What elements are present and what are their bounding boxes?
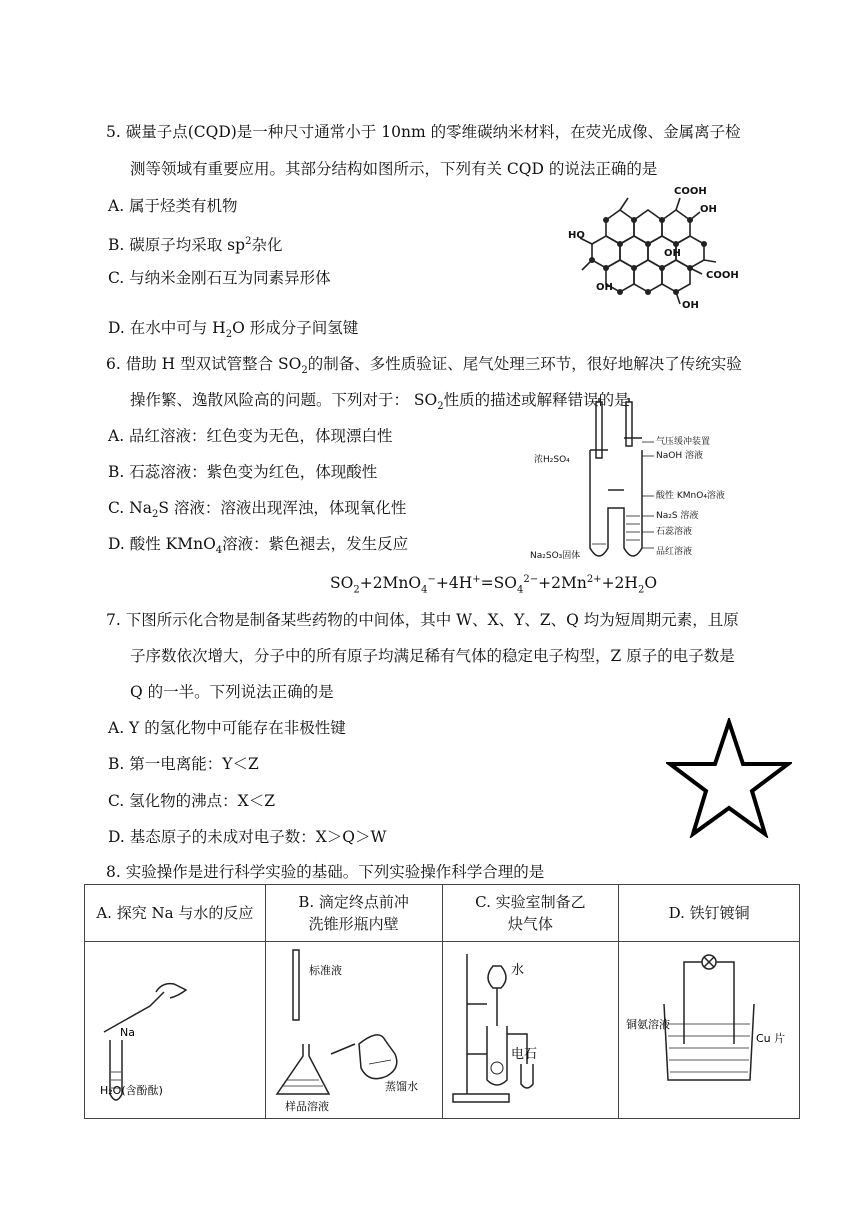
label-sample: 样品溶液	[284, 1100, 329, 1112]
label-cooh-top: COOH	[674, 186, 707, 197]
q6-option-b: B. 石蕊溶液：紫色变为红色，体现酸性	[108, 463, 378, 481]
q6-stem-line1: 6. 借助 H 型双试管整合 $SO_2$的制备、多性质验证、尾气处理三环节，很好地解决了传统实验	[106, 355, 742, 377]
titration-figure	[269, 944, 439, 1112]
q7-stem-line3: Q 的一半。下列说法正确的是	[130, 683, 334, 701]
q6-stem-line2: 操作繁、逸散风险高的问题。下列对于： $SO_2$性质的描述或解释错误的是	[130, 391, 630, 413]
electroplating-figure	[624, 944, 794, 1112]
label-na: Na	[119, 1026, 135, 1039]
acetylene-figure	[445, 944, 615, 1112]
q8-figure-d	[619, 942, 800, 1119]
q5-stem-line1: 5. 碳量子点(CQD)是一种尺寸通常小于 10nm 的零维碳纳米材料，在荧光成像、金属离子检	[106, 123, 741, 141]
q6-equation: $SO_2+2MnO_4^-+4H^+=SO_4^{2-}+2Mn^{2+}+2H_2O$	[330, 574, 658, 596]
label-conc-h2so4: 浓H₂SO₄	[534, 455, 570, 465]
q8-figure-a	[85, 942, 266, 1119]
q5-stem-line2: 测等领域有重要应用。其部分结构如图所示，下列有关 CQD 的说法正确的是	[130, 160, 658, 178]
label-carbide: 电石	[511, 1047, 538, 1062]
label-kmno4: 酸性 KMnO₄溶液	[656, 491, 725, 501]
q6-option-c: C. $Na_2S$ 溶液：溶液出现浑浊，体现氧化性	[108, 499, 407, 521]
q8-header-d: D. 铁钉镀铜	[619, 885, 800, 942]
q6-option-a: A. 品红溶液：红色变为无色，体现漂白性	[108, 427, 393, 445]
label-na2s: Na₂S 溶液	[656, 511, 699, 521]
label-oh-2: OH	[596, 282, 613, 293]
label-oh-1: OH	[700, 204, 717, 215]
h-tube-apparatus-figure	[530, 398, 730, 566]
q7-option-c: C. 氢化物的沸点：X＜Z	[108, 792, 275, 810]
label-fuchsin: 品红溶液	[656, 547, 693, 557]
q5-option-d: D. 在水中可与 $H_2O$ 形成分子间氢键	[108, 319, 359, 341]
q5-option-b: B. 碳原子均采取 $sp^2$杂化	[108, 236, 283, 255]
q7-stem-line1: 7. 下图所示化合物是制备某些药物的中间体，其中 W、X、Y、Z、Q 均为短周期元素，且原	[106, 611, 739, 629]
label-buffer: 气压缓冲装置	[656, 437, 711, 447]
label-water: 水	[511, 963, 525, 978]
label-na2so3: Na₂SO₃固体	[530, 551, 581, 561]
label-standard: 标准液	[308, 964, 342, 977]
q8-stem: 8. 实验操作是进行科学实验的基础。下列实验操作科学合理的是	[106, 863, 545, 881]
cqd-structure-figure	[568, 180, 746, 314]
q8-options-table	[84, 884, 800, 1119]
q7-option-a: A. Y 的氢化物中可能存在非极性键	[108, 719, 346, 737]
label-naoh: NaOH 溶液	[656, 451, 703, 461]
q8-header-a: A. 探究 Na 与水的反应	[85, 885, 266, 942]
label-ho-left: HO	[568, 230, 585, 241]
label-h2o-phenol: H₂O(含酚酞)	[99, 1084, 163, 1097]
label-litmus: 石蕊溶液	[656, 527, 693, 537]
label-oh-bottom: OH	[682, 300, 699, 311]
na-water-figure	[90, 944, 260, 1112]
label-cooh-right: COOH	[706, 270, 739, 281]
q8-header-b: B. 滴定终点前冲 洗锥形瓶内壁	[265, 885, 442, 942]
q7-stem-line2: 子序数依次增大，分子中的所有原子均满足稀有气体的稳定电子构型，Z 原子的电子数是	[130, 647, 735, 665]
label-cu-piece: Cu 片	[756, 1032, 786, 1045]
q8-figure-c	[442, 942, 619, 1119]
q5-option-a: A. 属于烃类有机物	[108, 197, 238, 215]
label-cu-ammonia: 铜氨溶液	[626, 1018, 671, 1031]
q5-option-c: C. 与纳米金刚石互为同素异形体	[108, 269, 331, 287]
label-distilled-water: 蒸馏水	[384, 1080, 418, 1093]
q6-option-d: D. 酸性 KMnO$_4$溶液：紫色褪去，发生反应	[108, 535, 409, 557]
q7-option-d: D. 基态原子的未成对电子数：X＞Q＞W	[108, 828, 387, 846]
q7-option-b: B. 第一电离能：Y＜Z	[108, 755, 259, 773]
star-placeholder-icon	[666, 718, 792, 838]
q8-figure-b	[265, 942, 442, 1119]
q8-header-c: C. 实验室制备乙 炔气体	[442, 885, 619, 942]
label-oh-3: OH	[664, 248, 681, 259]
